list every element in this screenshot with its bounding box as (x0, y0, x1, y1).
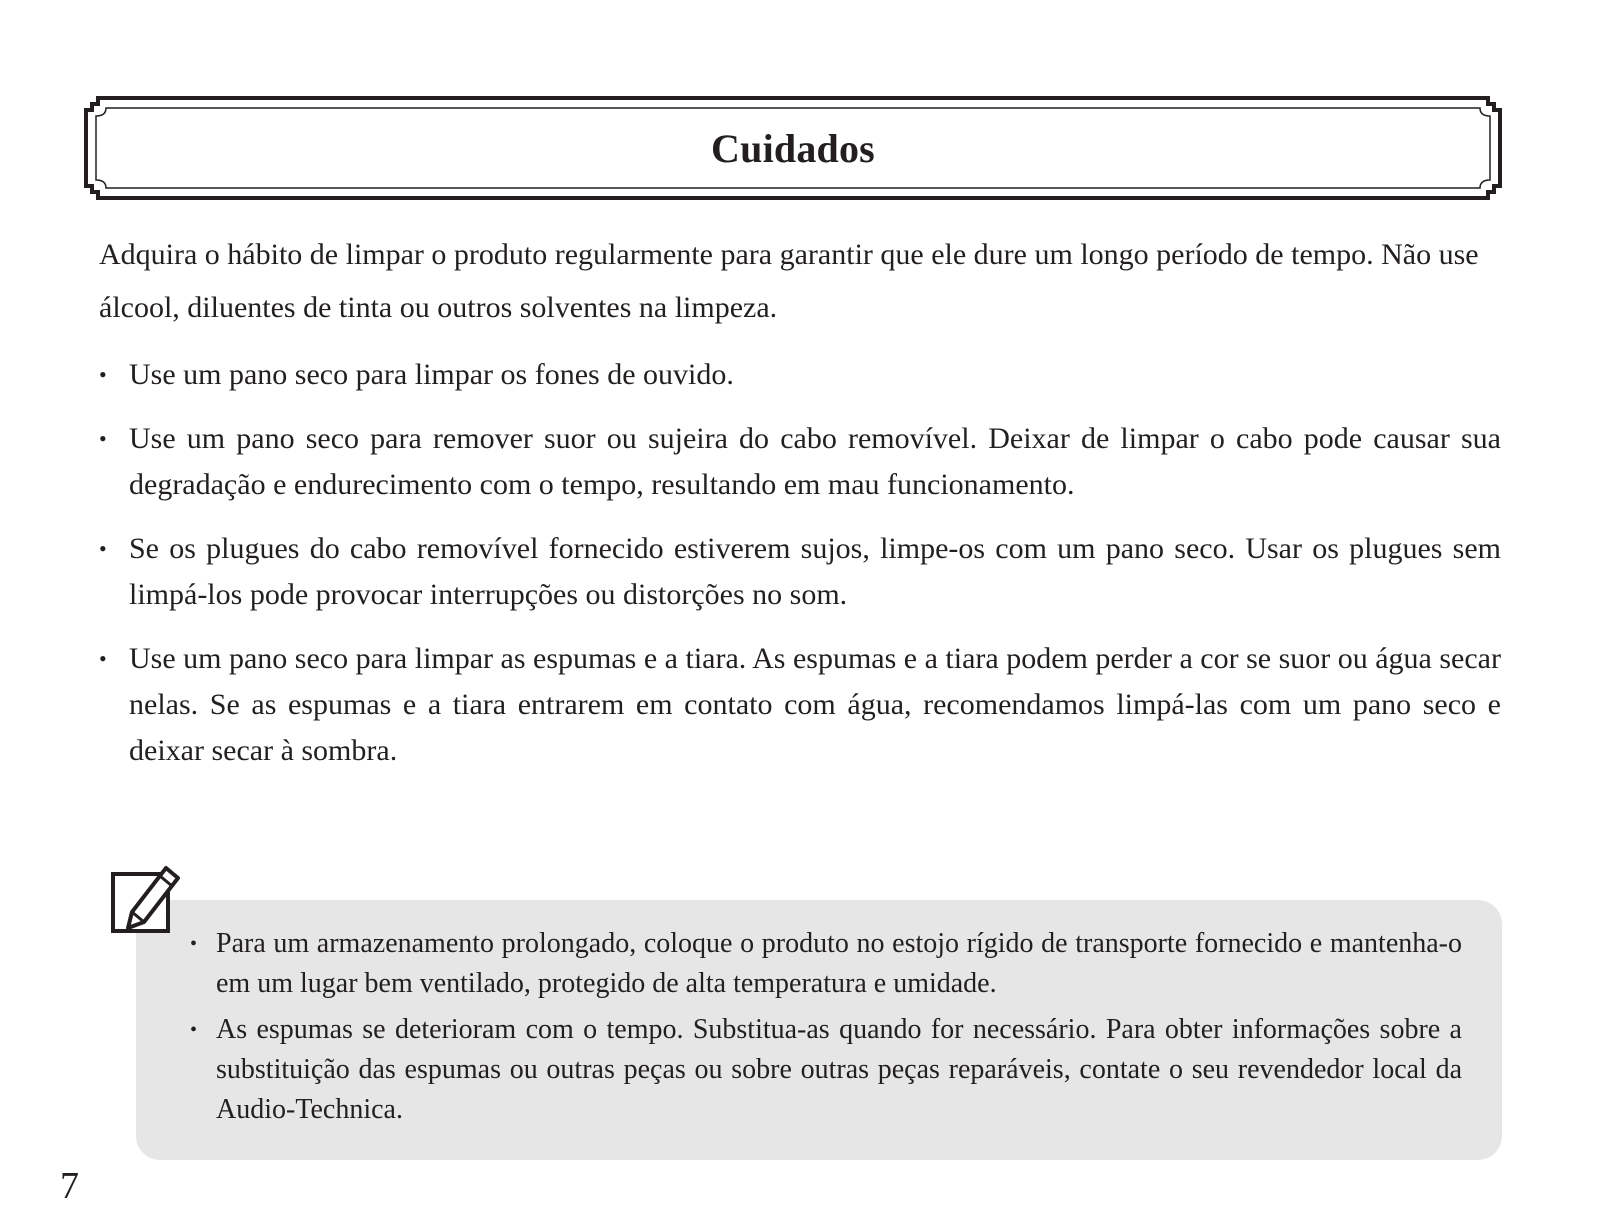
note-list (190, 924, 1462, 1136)
bullet-icon: • (99, 362, 107, 387)
list-item-text: Use um pano seco para limpar as espumas e a tiara. As espumas e a tiara podem perder a cor se suor ou água secar nelas. Se as espumas e a tiara entrarem em contato com água, recomendamos limpá-las com um pano seco e deixar secar à sombra. (129, 642, 1501, 767)
list-item (99, 636, 1501, 774)
bullet-icon: • (99, 646, 107, 671)
note-item-text: As espumas se deterioram com o tempo. Substitua-as quando for necessário. Para obter informações sobre a substituição das espumas ou outras peças ou sobre outras peças reparáveis, contate o seu revendedor local da Audio-Technica. (216, 1014, 1462, 1125)
note-item (190, 1010, 1462, 1130)
page-title: Cuidados (711, 125, 875, 171)
note-item (190, 924, 1462, 1004)
note-item-text: Para um armazenamento prolongado, coloque o produto no estojo rígido de transporte fornecido e mantenha-o em um lugar bem ventilado, protegido de alta temperatura e umidade. (216, 928, 1462, 999)
section-heading-frame (84, 96, 1502, 200)
bullet-icon: • (190, 1019, 198, 1041)
bullet-icon: • (99, 426, 107, 451)
care-instructions-list (99, 352, 1501, 792)
page-number: 7 (60, 1165, 79, 1207)
list-item (99, 416, 1501, 508)
list-item (99, 526, 1501, 618)
bullet-icon: • (190, 933, 198, 955)
bullet-icon: • (99, 536, 107, 561)
list-item (99, 352, 1501, 398)
list-item-text: Se os plugues do cabo removível fornecido estiverem sujos, limpe-os com um pano seco. Usar os plugues sem limpá-los pode provocar interrupções ou distorções no som. (129, 532, 1501, 611)
list-item-text: Use um pano seco para limpar os fones de ouvido. (129, 358, 734, 391)
list-item-text: Use um pano seco para remover suor ou sujeira do cabo removível. Deixar de limpar o cabo pode causar sua degradação e endurecimento com o tempo, resultando em mau funcionamento. (129, 422, 1501, 501)
intro-paragraph: Adquira o hábito de limpar o produto regularmente para garantir que ele dure um longo período de tempo. Não use álcool, diluentes de tinta ou outros solventes na limpeza. (99, 238, 1479, 324)
note-pencil-icon (110, 860, 182, 934)
